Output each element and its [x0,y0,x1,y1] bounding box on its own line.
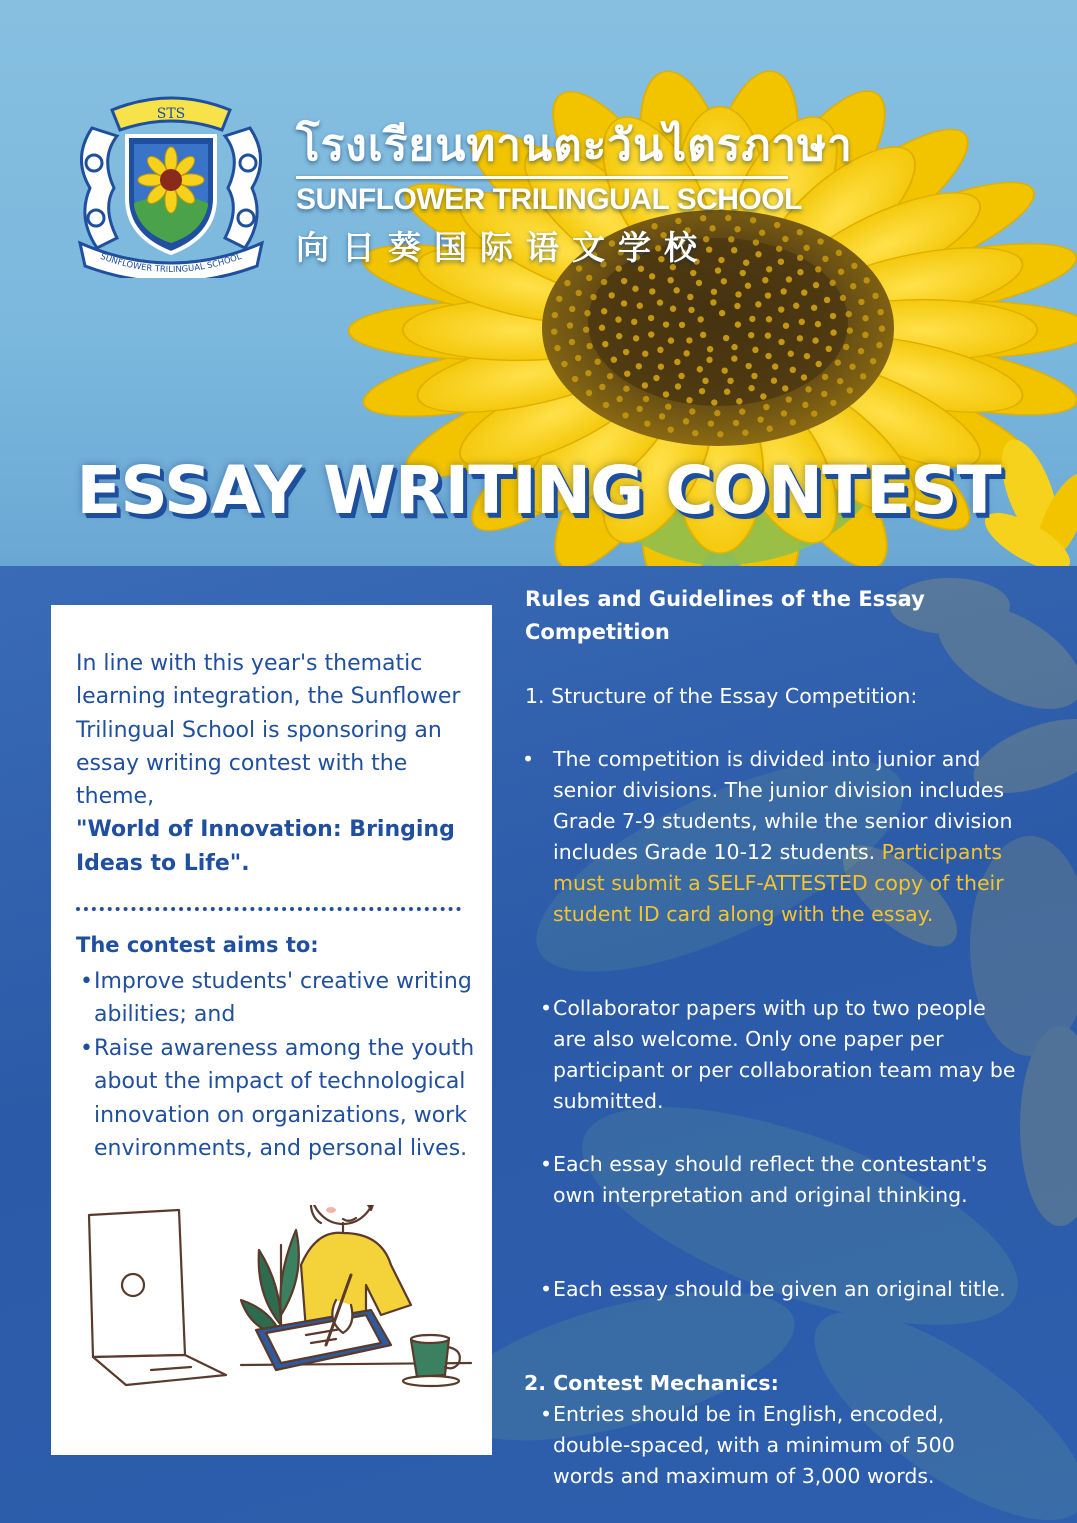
bullet-icon: • [80,969,93,994]
header-banner [0,0,1077,566]
section-heading-structure: 1. Structure of the Essay Competition: [525,684,918,708]
school-name-thai: โรงเรียนทานตะวันไตรภาษา [296,120,853,171]
contest-theme: "World of Innovation: Bringing Ideas to Life". [76,817,455,876]
bullet-icon: • [540,1152,553,1176]
intro-card [51,605,492,1455]
school-name-english: SUNFLOWER TRILINGUAL SCHOOL [296,183,802,216]
rule-item: • Collaborator papers with up to two people are also welcome. Only one paper per participant or per collaboration team may be submitted. [540,993,1020,1117]
intro-paragraph [76,647,476,880]
rule-highlight: Participants must submit a SELF-ATTESTED copy of their student ID card along with the essay. [553,840,1004,926]
rule-text: The competition is divided into junior and senior divisions. The junior division includes Grade 7-9 students, while the senior division includes Grade 10-12 students. [553,747,1013,864]
aim-item: • Raise awareness among the youth about the impact of technological innovation on organizations, work environments, and personal lives. [76,1032,476,1165]
page-title: ESSAY WRITING CONTEST [76,452,1001,529]
bullet-icon: • [80,1036,93,1061]
bullet-icon: • [540,1402,553,1426]
bullet-icon: • [540,1277,553,1301]
rule-item: • Each essay should reflect the contestant's own interpretation and original thinking. [540,1149,1020,1211]
school-crest-icon [72,88,270,278]
bullet-icon: • [522,747,535,771]
section-heading-mechanics: 2. Contest Mechanics: [524,1371,779,1395]
intro-text: In line with this year's thematic learning integration, the Sunflower Trilingual School is sponsoring an essay writing contest with the theme, [76,651,461,810]
aim-item: • Improve students' creative writing abilities; and [76,965,476,1032]
rules-heading: Rules and Guidelines of the Essay Competition [525,587,925,644]
school-name-chinese: 向日葵国际语文学校 [296,228,710,267]
crest-top-text: STS [156,106,186,122]
school-name-divider [296,176,788,179]
bullet-icon: • [540,996,553,1020]
crest-ribbon-text: SUNFLOWER TRILINGUAL SCHOOL [98,251,244,276]
student-writing-illustration [81,1205,481,1415]
aims-heading: The contest aims to: [76,933,319,957]
dotted-divider [76,907,461,911]
rule-item: • Each essay should be given an original title. [540,1274,1020,1305]
rule-item [522,744,1022,930]
rule-item: • Entries should be in English, encoded, double-spaced, with a minimum of 500 words and maximum of 3,000 words. [540,1399,1020,1492]
